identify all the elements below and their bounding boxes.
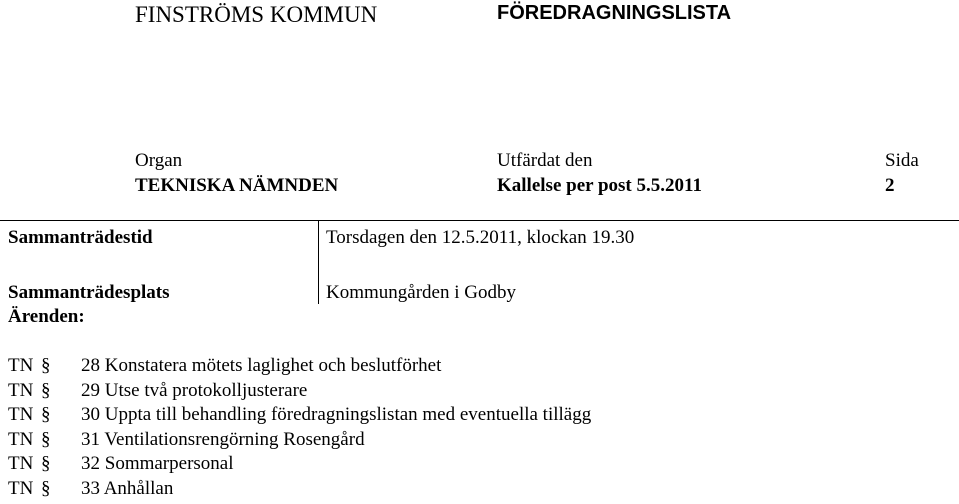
agenda-item: TN § 28 Konstatera mötets laglighet och beslutförhet (8, 355, 442, 376)
meeting-time-value: Torsdagen den 12.5.2011, klockan 19.30 (326, 227, 635, 248)
meeting-place-value: Kommungården i Godby (326, 282, 516, 303)
organ-label: Organ (135, 150, 183, 171)
agenda-heading: Ärenden: (8, 306, 85, 327)
agenda-list (8, 354, 591, 502)
agenda-item: TN § 31 Ventilationsrengörning Rosengård (8, 428, 365, 450)
header-divider (0, 220, 959, 221)
organ-value: TEKNISKA NÄMNDEN (135, 175, 339, 196)
agenda-item: TN § 33 Anhållan (8, 477, 174, 499)
meeting-place-label: Sammanträdesplats (8, 282, 170, 303)
column-divider (318, 220, 319, 304)
issued-label: Utfärdat den (497, 150, 593, 171)
agenda-item: TN § 32 Sommarpersonal (8, 453, 234, 475)
issued-value: Kallelse per post 5.5.2011 (497, 175, 702, 196)
agenda-item: TN § 30 Uppta till behandling föredragningslistan med eventuella tillägg (8, 404, 592, 426)
agenda-item: TN § 29 Utse två protokolljusterare (8, 379, 308, 401)
organization-name: FINSTRÖMS KOMMUN (135, 2, 378, 27)
page-number: 2 (885, 175, 895, 196)
document-type: FÖREDRAGNINGSLISTA (497, 2, 732, 24)
meeting-time-label: Sammanträdestid (8, 227, 153, 248)
page-label: Sida (885, 150, 919, 171)
